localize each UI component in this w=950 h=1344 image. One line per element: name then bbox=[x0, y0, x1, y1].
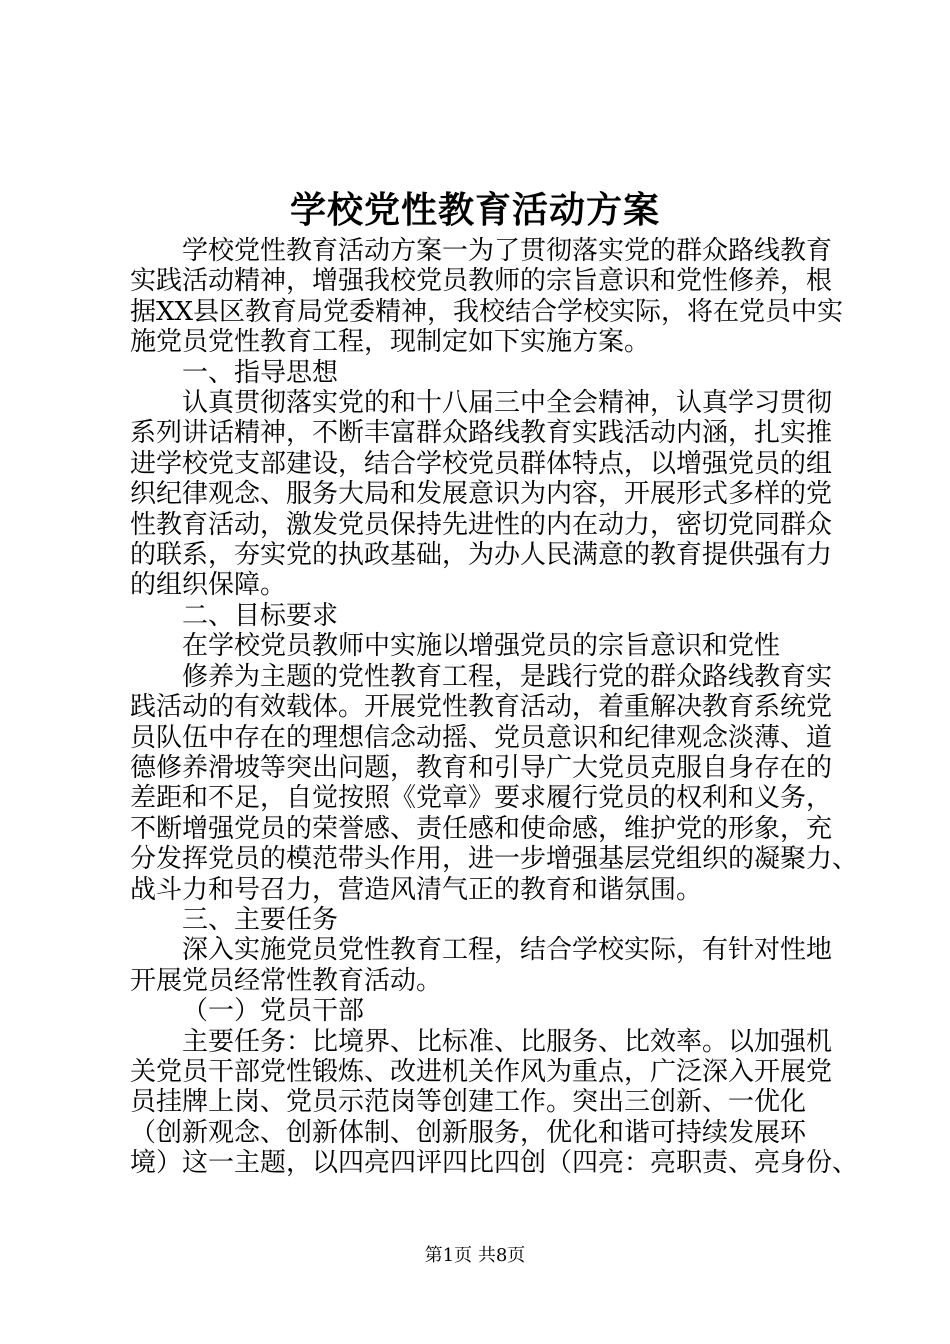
body-line: 德修养滑坡等突出问题，教育和引导广大党员克服自身存在的 bbox=[130, 752, 833, 783]
body-line: 学校党性教育活动方案一为了贯彻落实党的群众路线教育 bbox=[182, 236, 833, 266]
body-line: 员挂牌上岗、党员示范岗等创建工作。突出三创新、一优化 bbox=[130, 1087, 807, 1118]
body-line: 据XX县区教育局党委精神，我校结合学校实际，将在党员中实 bbox=[130, 296, 844, 327]
body-line: 深入实施党员党性教育工程，结合学校实际，有针对性地 bbox=[182, 935, 833, 966]
body-line: 认真贯彻落实党的和十八届三中全会精神，认真学习贯彻 bbox=[182, 388, 833, 419]
body-line: 施党员党性教育工程，现制定如下实施方案。 bbox=[130, 327, 651, 358]
body-line: 境）这一主题，以四亮四评四比四创（四亮：亮职责、亮身份、 bbox=[130, 1148, 859, 1179]
subsection-heading: （一）党员干部 bbox=[182, 996, 365, 1027]
body-line: 分发挥党员的模范带头作用，进一步增强基层党组织的凝聚力、 bbox=[130, 844, 859, 875]
section-heading: 一、指导思想 bbox=[182, 357, 339, 388]
body-line: 差距和不足，自觉按照《党章》要求履行党员的权利和义务， bbox=[130, 783, 833, 814]
body-line: 主要任务：比境界、比标准、比服务、比效率。以加强机 bbox=[182, 1026, 833, 1057]
body-line: 系列讲话精神，不断丰富群众路线教育实践活动内涵，扎实推 bbox=[130, 418, 833, 449]
body-line: 实践活动精神，增强我校党员教师的宗旨意识和党性修养，根 bbox=[130, 266, 833, 297]
body-line: 践活动的有效载体。开展党性教育活动，着重解决教育系统党 bbox=[130, 692, 833, 723]
document-body bbox=[130, 236, 859, 1179]
body-line: 员队伍中存在的理想信念动摇、党员意识和纪律观念淡薄、道 bbox=[130, 722, 833, 753]
body-line: 织纪律观念、服务大局和发展意识为内容，开展形式多样的党 bbox=[130, 479, 833, 510]
body-line: 的组织保障。 bbox=[130, 570, 287, 601]
section-heading: 二、目标要求 bbox=[182, 600, 339, 631]
body-line: 进学校党支部建设，结合学校党员群体特点，以增强党员的组 bbox=[130, 448, 833, 479]
body-line: 在学校党员教师中实施以增强党员的宗旨意识和党性 bbox=[182, 631, 781, 662]
section-heading: 三、主要任务 bbox=[182, 904, 339, 935]
page-footer: 第1页 共8页 bbox=[424, 1245, 526, 1266]
body-line: 不断增强党员的荣誉感、责任感和使命感，维护党的形象，充 bbox=[130, 813, 833, 844]
body-line: 性教育活动，激发党员保持先进性的内在动力，密切党同群众 bbox=[130, 509, 833, 540]
body-line: 战斗力和号召力，营造风清气正的教育和谐氛围。 bbox=[130, 874, 703, 905]
body-line: 关党员干部党性锻炼、改进机关作风为重点，广泛深入开展党 bbox=[130, 1056, 833, 1087]
document-title: 学校党性教育活动方案 bbox=[289, 189, 660, 231]
body-line: 开展党员经常性教育活动。 bbox=[130, 965, 443, 996]
body-line: （创新观念、创新体制、创新服务，优化和谐可持续发展环 bbox=[130, 1117, 807, 1148]
body-line: 修养为主题的党性教育工程，是践行党的群众路线教育实 bbox=[182, 661, 833, 692]
body-line: 的联系，夯实党的执政基础，为办人民满意的教育提供强有力 bbox=[130, 540, 833, 571]
